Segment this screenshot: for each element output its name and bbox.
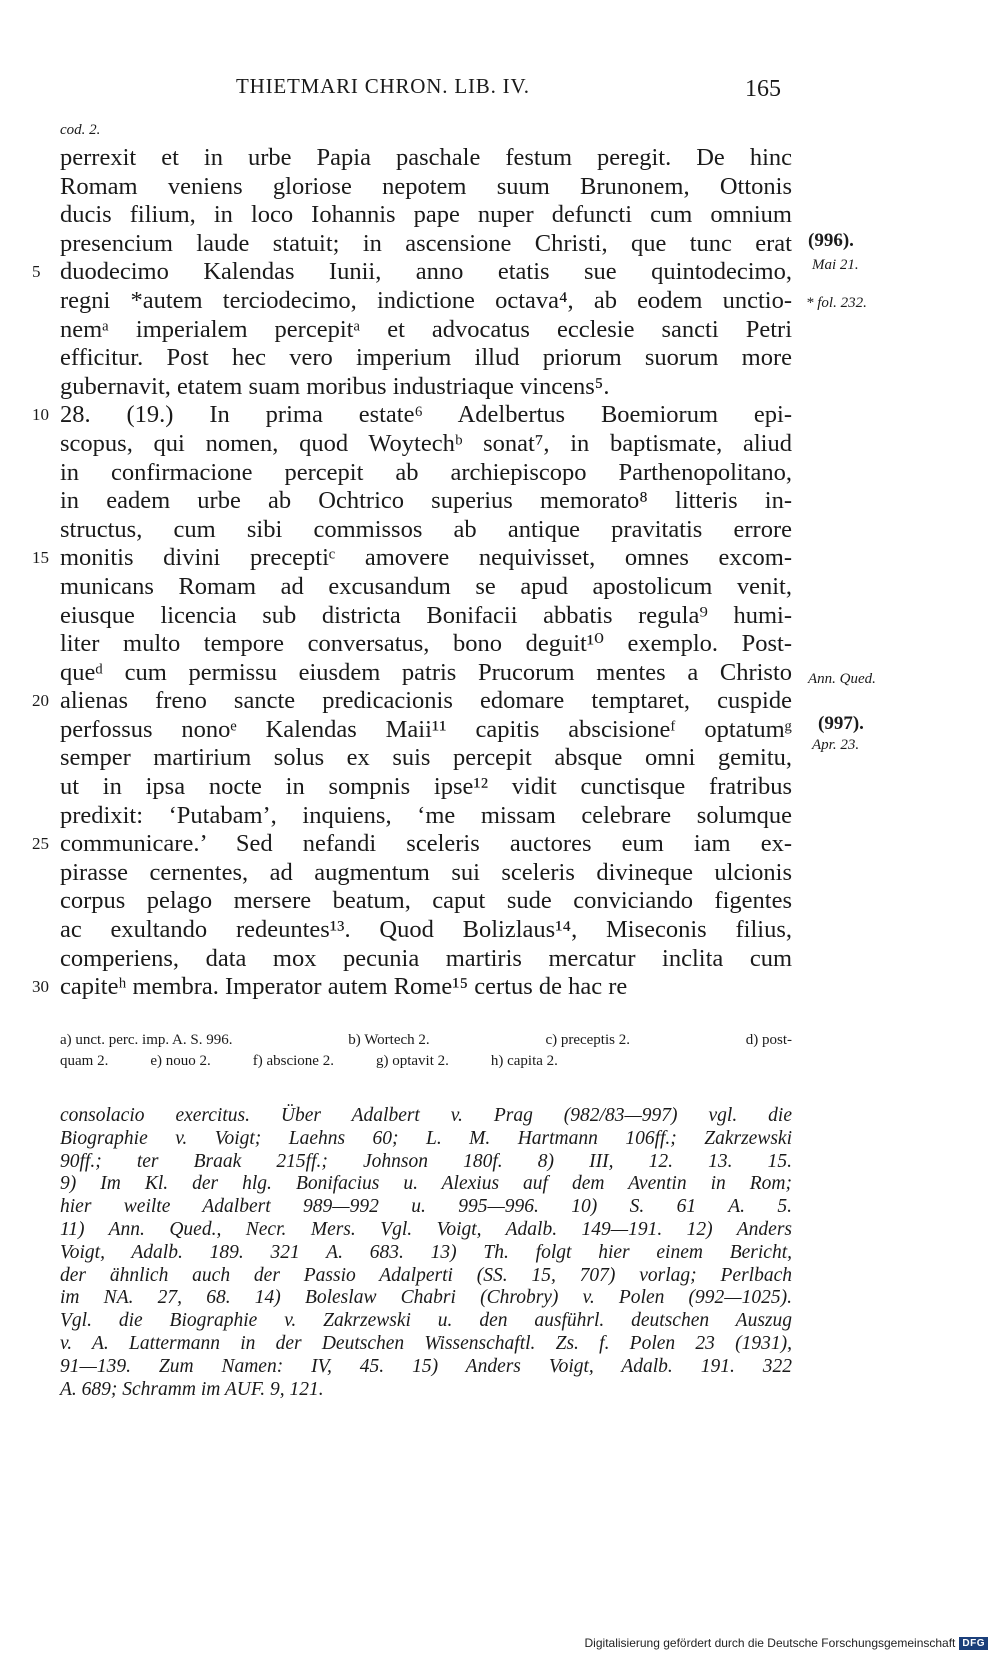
line-text: perfossus nonoᵉ Kalendas Maii¹¹ capitis abscisioneᶠ optatumᵍ (60, 715, 792, 743)
line-number: 10 (32, 405, 49, 425)
line-text: efficitur. Post hec vero imperium illud priorum suorum more (60, 344, 792, 372)
commentary-line: v. A. Lattermann in der Deutschen Wissenschaftl. Zs. f. Polen 23 (1931), (60, 1332, 792, 1354)
text-line (32, 401, 792, 430)
codex-mark: cod. 2. (60, 122, 101, 138)
text-line (60, 602, 792, 631)
text-line (32, 687, 792, 716)
line-text: predixit: ‘Putabam’, inquiens, ‘me missam celebrare solumque (60, 801, 792, 829)
text-line (60, 916, 792, 945)
commentary-line: 11) Ann. Qued., Necr. Mers. Vgl. Voigt, Adalb. 149—191. 12) Anders (60, 1218, 792, 1240)
line-text: nemᵃ imperialem percepitᵃ et advocatus ecclesie sancti Petri (60, 315, 792, 343)
commentary-line: Voigt, Adalb. 189. 321 A. 683. 13) Th. folgt hier einem Bericht, (60, 1241, 792, 1263)
commentary-line: 9) Im Kl. der hlg. Bonifacius u. Alexius auf dem Aventin in Rom; (60, 1173, 792, 1195)
line-text: corpus pelago mersere beatum, caput sude conviciando figentes (60, 887, 792, 915)
commentary-line: hier weilte Adalbert 989—992 u. 995—996. 10) S. 61 A. 5. (60, 1196, 792, 1218)
margin-source-ann-qued: Ann. Qued. (808, 671, 876, 687)
text-line (60, 716, 792, 745)
text-line (32, 258, 792, 287)
line-text: Romam veniens gloriose nepotem suum Brunonem, Ottonis (60, 172, 792, 200)
text-line (60, 459, 792, 488)
apparatus-note: h) capita 2. (490, 1053, 558, 1069)
line-text: communicare.’ Sed nefandi sceleris auctores eum iam ex- (60, 830, 792, 858)
margin-date-mai-21: Mai 21. (812, 257, 859, 273)
line-number: 20 (32, 691, 49, 711)
line-text: ac exultando redeuntes¹³. Quod Bolizlaus¹⁴, Miseconis filius, (60, 916, 792, 944)
line-text: pirasse cernentes, ad augmentum sui sceleris divineque ulcionis (60, 858, 792, 886)
text-line (60, 859, 792, 888)
line-text: regni *autem terciodecimo, indictione octava⁴, ab eodem unctio- (60, 286, 792, 314)
text-line (60, 773, 792, 802)
apparatus-row (60, 1030, 792, 1051)
text-line (60, 144, 792, 173)
line-text: ut in ipsa nocte in sompnis ipse¹² vidit cunctisque fratribus (60, 773, 792, 801)
line-number: 30 (32, 977, 49, 997)
text-line (32, 973, 792, 1002)
text-line (60, 945, 792, 974)
line-text: monitis divini preceptiᶜ amovere nequivisset, omnes excom- (60, 544, 792, 572)
commentary-line: 90ff.; ter Braak 215ff.; Johnson 180f. 8) III, 12. 13. 15. (60, 1150, 792, 1172)
line-text: in confirmacione percepit ab archiepiscopo Parthenopolitano, (60, 458, 792, 486)
line-text: presencium laude statuit; in ascensione Christi, que tunc erat (60, 229, 792, 257)
text-line (60, 487, 792, 516)
apparatus-note: quam 2. (60, 1053, 109, 1069)
line-text: perrexit et in urbe Papia paschale festum peregit. De hinc (60, 144, 792, 171)
margin-date-apr-23: Apr. 23. (812, 737, 860, 753)
text-line (60, 316, 792, 345)
page-number: 165 (745, 76, 781, 102)
apparatus-note: g) optavit 2. (375, 1053, 449, 1069)
text-line (60, 201, 792, 230)
running-title: THIETMARI CHRON. LIB. IV. (236, 74, 530, 98)
funding-credit: Digitalisierung gefördert durch die Deutsche Forschungsgemeinschaft (584, 1636, 956, 1650)
page-header (0, 70, 1000, 110)
line-text: duodecimo Kalendas Iunii, anno etatis sue quintodecimo, (60, 258, 792, 286)
critical-apparatus (60, 1030, 792, 1072)
line-text: queᵈ cum permissu eiusdem patris Prucorum mentes a Christo (60, 658, 792, 686)
line-text: municans Romam ad excusandum se apud apostolicum venit, (60, 572, 792, 600)
line-text: ducis filium, in loco Iohannis pape nuper defuncti cum omnium (60, 201, 792, 229)
line-text: 28. (19.) In prima estate⁶ Adelbertus Boemiorum epi- (60, 401, 792, 429)
margin-folio-232: * fol. 232. (806, 295, 867, 311)
commentary-notes (60, 1105, 792, 1401)
margin-year-996: (996). (808, 230, 854, 251)
text-line (60, 887, 792, 916)
text-line (60, 516, 792, 545)
main-text-block (32, 144, 792, 1002)
line-text: in eadem urbe ab Ochtrico superius memorato⁸ litteris in- (60, 487, 792, 515)
line-text: structus, cum sibi commissos ab antique pravitatis errore (60, 515, 792, 543)
line-text: scopus, qui nomen, quod Woytechᵇ sonat⁷, in baptismate, aliud (60, 429, 792, 457)
commentary-line: Biographie v. Voigt; Laehns 60; L. M. Hartmann 106ff.; Zakrzewski (60, 1127, 792, 1149)
line-text: comperiens, data mox pecunia martiris mercatur inclita cum (60, 944, 792, 972)
dfg-logo: DFG (959, 1637, 988, 1650)
line-text: eiusque licencia sub districta Bonifacii abbatis regula⁹ humi- (60, 601, 792, 629)
commentary-line: im NA. 27, 68. 14) Boleslaw Chabri (Chrobry) v. Polen (992—1025). (60, 1287, 792, 1309)
text-line (60, 744, 792, 773)
apparatus-note: e) nouo 2. (150, 1053, 211, 1069)
text-line (60, 373, 792, 402)
commentary-line: A. 689; Schramm im AUF. 9, 121. (60, 1378, 324, 1400)
apparatus-note: d) post- (745, 1032, 792, 1048)
text-line (32, 830, 792, 859)
text-line (60, 173, 792, 202)
apparatus-row (60, 1051, 792, 1072)
apparatus-note: a) unct. perc. imp. A. S. 996. (60, 1032, 233, 1048)
commentary-line: consolacio exercitus. Über Adalbert v. Prag (982/83—997) vgl. die (60, 1105, 792, 1126)
text-line (60, 802, 792, 831)
commentary-line: der ähnlich auch der Passio Adalperti (SS. 15, 707) vorlag; Perlbach (60, 1264, 792, 1286)
commentary-line: Vgl. die Biographie v. Zakrzewski u. den ausführl. deutschen Auszug (60, 1310, 792, 1332)
commentary-line: 91—139. Zum Namen: IV, 45. 15) Anders Voigt, Adalb. 191. 322 (60, 1355, 792, 1377)
text-line (60, 659, 792, 688)
text-line (60, 573, 792, 602)
apparatus-note: b) Wortech 2. (348, 1032, 430, 1048)
text-line (60, 344, 792, 373)
line-text: semper martirium solus ex suis percepit absque omni gemitu, (60, 744, 792, 772)
line-number: 25 (32, 834, 49, 854)
line-text: alienas freno sancte predicacionis edomare temptaret, cuspide (60, 687, 792, 715)
footer-credit (585, 1636, 988, 1650)
text-line (60, 630, 792, 659)
text-line (60, 430, 792, 459)
apparatus-note: c) preceptis 2. (545, 1032, 630, 1048)
apparatus-note: f) abscione 2. (252, 1053, 334, 1069)
margin-year-997: (997). (818, 713, 864, 734)
text-line (60, 287, 792, 316)
line-number: 15 (32, 548, 49, 568)
text-line (60, 230, 792, 259)
line-text: capiteʰ membra. Imperator autem Rome¹⁵ certus de hac re (60, 973, 628, 1001)
line-text: liter multo tempore conversatus, bono deguit¹⁰ exemplo. Post- (60, 630, 792, 658)
text-line (32, 544, 792, 573)
line-number: 5 (32, 262, 41, 282)
line-text: gubernavit, etatem suam moribus industriaque vincens⁵. (60, 372, 610, 400)
